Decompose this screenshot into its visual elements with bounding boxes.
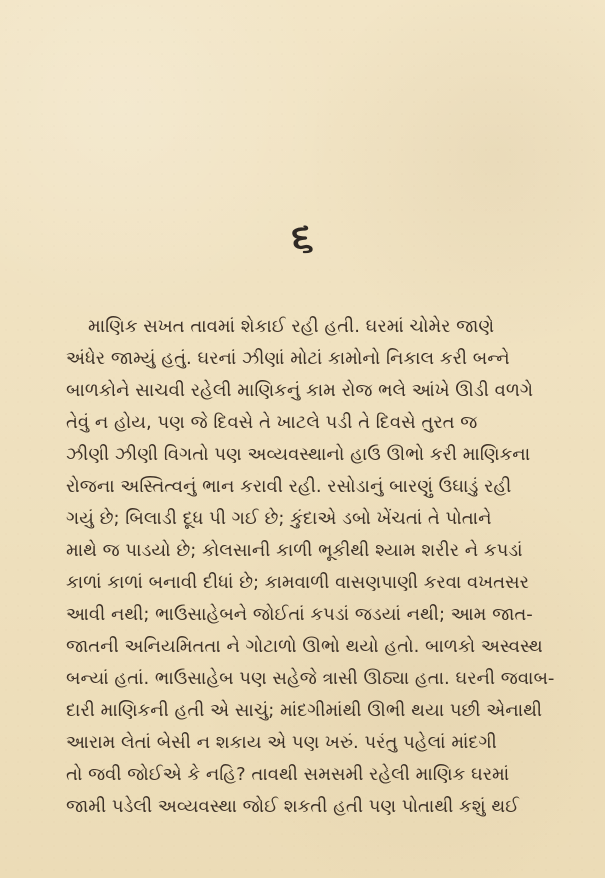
- paragraph-line: તેવું ન હોય, પણ જે દિવસે તે ખાટલે પડી તે દિવસે તુરત જ: [66, 412, 478, 433]
- paragraph-line: જામી પડેલી અવ્યવસ્થા જોઈ શકતી હતી પણ પોતાથી કશું થઈ: [66, 796, 520, 817]
- paragraph-line: ઝીણી ઝીણી વિગતો પણ અવ્યવસ્થાનો હાઉ ઊભો કરી માણિકના: [66, 444, 531, 465]
- paragraph-line: આવી નથી; ભાઉસાહેબને જોઈતાં કપડાં જડયાં નથી; આમ જાત-: [66, 604, 533, 625]
- paragraph-line: દારી માણિકની હતી એ સાચું; માંદગીમાંથી ઊભી થયા પછી એનાથી: [66, 700, 543, 721]
- paragraph-line: માથે જ પાડયો છે; કોલસાની કાળી ભૂકીથી શ્યામ શરીર ને કપડાં: [66, 540, 523, 561]
- paragraph-line: બાળકોને સાચવી રહેલી માણિકનું કામ રોજ ભલે આંખે ઊડી વળગે: [66, 380, 534, 401]
- paragraph-line: જાતની અનિયમિતતા ને ગોટાળો ઊભો થયો હતો. બાળકો અસ્વસ્થ: [66, 636, 543, 657]
- paragraph-line: બન્યાં હતાં. ભાઉસાહેબ પણ સહેજે ત્રાસી ઊઠ્યા હતા. ઘરની જવાબ-: [66, 668, 555, 689]
- chapter-number: ૬: [291, 215, 314, 261]
- paragraph-line: માણિક સખત તાવમાં શેકાઈ રહી હતી. ઘરમાં ચોમેર જાણે: [88, 316, 495, 337]
- paragraph-line: તો જવી જોઈએ કે નહિ? તાવથી સમસમી રહેલી માણિક ઘરમાં: [66, 764, 510, 785]
- chapter-body: [66, 311, 574, 823]
- paragraph-line: અંધેર જામ્યું હતું. ઘરનાં ઝીણાં મોટાં કામોનો નિકાલ કરી બન્ને: [66, 348, 510, 369]
- paragraph-line: આરામ લેતાં બેસી ન શકાય એ પણ ખરું. પરંતુ પહેલાં માંદગી: [66, 732, 497, 753]
- paragraph-line: રોજના અસ્તિત્વનું ભાન કરાવી રહી. રસોડાનું બારણું ઉઘાડું રહી: [66, 476, 512, 497]
- paragraph-line: કાળાં કાળાં બનાવી દીધાં છે; કામવાળી વાસણપાણી કરવા વખતસર: [66, 572, 529, 593]
- paragraph-line: ગયું છે; બિલાડી દૂધ પી ગઈ છે; કુંદાએ ડબો ખેંચતાં તે પોતાને: [66, 508, 492, 529]
